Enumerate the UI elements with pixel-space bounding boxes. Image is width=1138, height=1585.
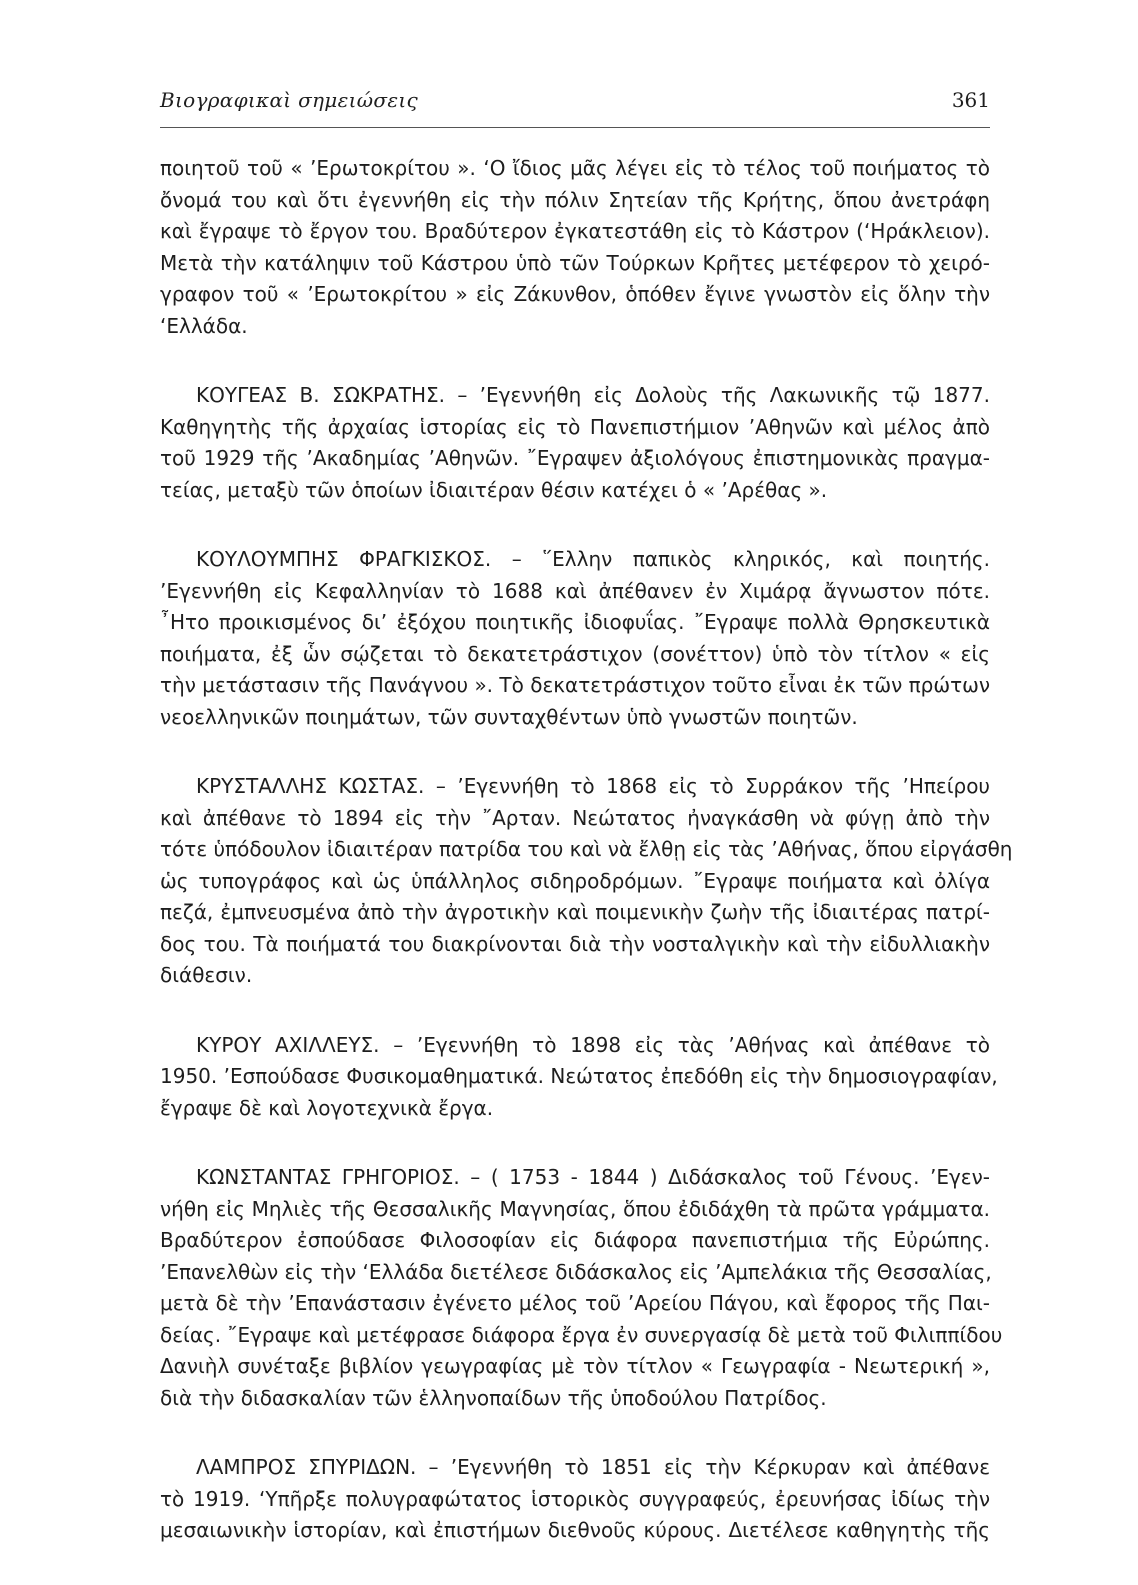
text-line: ὡς τυπογράφος καὶ ὡς ὑπάλληλος σιδηροδρόμων. ῎Εγραψε ποιήματα καὶ ὀλίγα [160,868,990,893]
text-line: τὴν μετάστασιν τῆς Πανάγνου ». Τὸ δεκατετράστιχον τοῦτο εἶναι ἐκ τῶν πρώτων [160,673,991,697]
text-line: καὶ ἀπέθανε τὸ 1894 εἰς τὴν ῎Αρταν. Νεώτατος ἠναγκάσθη νὰ φύγῃ ἀπὸ τὴν [160,805,990,830]
biography-entry [160,1030,998,1125]
text-line: ΚΥΡΟΥ ΑΧΙΛΛΕΥΣ. – ’Εγεννήθη τὸ 1898 εἰς τὰς ’Αθήνας καὶ ἀπέθανε τὸ [196,1032,990,1057]
text-line: μεσαιωνικὴν ἱστορίαν, καὶ ἐπιστήμων διεθνοῦς κύρους. Διετέλεσε καθηγητὴς τῆς [160,1518,990,1542]
text-line: τείας, μεταξὺ τῶν ὁποίων ἰδιαιτέραν θέσιν κατέχει ὁ « ’Αρέθας ». [160,477,828,502]
text-line: ’Επανελθὼν εἰς τὴν ‘Ελλάδα διετέλεσε διδάσκαλος εἰς ’Αμπελάκια τῆς Θεσσαλίας, [160,1259,992,1284]
text-line: ‘Ελλάδα. [160,313,248,338]
text-line: ΚΟΥΛΟΥΜΠΗΣ ΦΡΑΓΚΙΣΚΟΣ. – ῞Ελλην παπικὸς κληρικός, καὶ ποιητής. [196,547,990,571]
text-line: Βραδύτερον ἐσπούδασε Φιλοσοφίαν εἰς διάφορα πανεπιστήμια τῆς Εὐρώπης. [160,1228,990,1252]
text-line: ΚΟΥΓΕΑΣ Β. ΣΩΚΡΑΤΗΣ. – ’Εγεννήθη εἰς Δολοὺς τῆς Λακωνικῆς τῷ 1877. [196,383,990,407]
text-line: διὰ τὴν διδασκαλίαν τῶν ἑλληνοπαίδων τῆς ὑποδούλου Πατρίδος. [160,1385,827,1410]
biography-entry [160,153,990,342]
biography-entry [160,771,1013,992]
text-line: πεζά, ἐμπνευσμένα ἀπὸ τὴν ἀγροτικὴν καὶ ποιμενικὴν ζωὴν τῆς ἰδιαιτέρας πατρί- [160,900,990,924]
text-line: νήθη εἰς Μηλιὲς τῆς Θεσσαλικῆς Μαγνησίας, ὅπου ἐδιδάχθη τὰ πρῶτα γράμματα. [160,1196,990,1221]
biography-entry [160,544,990,733]
text-line: διάθεσιν. [160,963,253,987]
text-line: Καθηγητὴς τῆς ἀρχαίας ἱστορίας εἰς τὸ Πανεπιστήμιον ’Αθηνῶν καὶ μέλος ἀπὸ [160,414,990,439]
text-line: Δανιὴλ συνέταξε βιβλίον γεωγραφίας μὲ τὸν τίτλον « Γεωγραφία - Νεωτερική », [160,1354,990,1378]
text-line: νεοελληνικῶν ποιημάτων, τῶν συνταχθέντων ὑπὸ γνωστῶν ποιητῶν. [160,704,858,729]
text-line: δείας. ῎Εγραψε καὶ μετέφρασε διάφορα ἔργα ἐν συνεργασίᾳ δὲ μετὰ τοῦ Φιλιππίδου [160,1322,1003,1347]
text-line: τοῦ 1929 τῆς ’Ακαδημίας ’Αθηνῶν. ῎Εγραψεν ἀξιολόγους ἐπιστημονικὰς πραγμα- [160,446,990,470]
text-line: ὄνομά του καὶ ὅτι ἐγεννήθη εἰς τὴν πόλιν Σητείαν τῆς Κρήτης, ὅπου ἀνετράφη [160,187,990,212]
text-line: ’Εγεννήθη εἰς Κεφαλληνίαν τὸ 1688 καὶ ἀπέθανεν ἐν Χιμάρᾳ ἄγνωστον πότε. [160,578,990,603]
biography-entry [160,1452,990,1547]
biography-entry [160,380,990,506]
page-number: 361 [951,88,990,112]
text-line: Μετὰ τὴν κατάληψιν τοῦ Κάστρου ὑπὸ τῶν Τούρκων Κρῆτες μετέφερον τὸ χειρό- [160,250,990,275]
text-line: ποιήματα, ἐξ ὧν σῴζεται τὸ δεκατετράστιχον (σονέττον) ὑπὸ τὸν τίτλον « εἰς [160,641,990,666]
text-line: ῏Ητο προικισμένος δι’ ἐξόχου ποιητικῆς ἰδιοφυΐας. ῎Εγραψε πολλὰ Θρησκευτικὰ [160,610,990,634]
text-line: ἔγραψε δὲ καὶ λογοτεχνικὰ ἔργα. [160,1095,494,1120]
header-rule [160,127,990,128]
text-line: δος του. Τὰ ποιήματά του διακρίνονται διὰ τὴν νοσταλγικὴν καὶ τὴν εἰδυλλιακὴν [160,931,990,956]
text-line: ΚΩΝΣΤΑΝΤΑΣ ΓΡΗΓΟΡΙΟΣ. – ( 1753 - 1844 ) Διδάσκαλος τοῦ Γένους. ’Εγεν- [196,1165,990,1189]
text-line: ΚΡΥΣΤΑΛΛΗΣ ΚΩΣΤΑΣ. – ’Εγεννήθη τὸ 1868 εἰς τὸ Συρράκον τῆς ’Ηπείρου [196,774,990,798]
biography-entry [160,1162,1003,1414]
body-text [160,153,1013,1585]
running-head: Βιογραφικαὶ σημειώσεις [160,88,419,112]
text-line: ποιητοῦ τοῦ « ’Ερωτοκρίτου ». ‘Ο ἴδιος μᾶς λέγει εἰς τὸ τέλος τοῦ ποιήματος τὸ [160,156,990,180]
page-header [160,88,990,128]
text-line: ΛΑΜΠΡΟΣ ΣΠΥΡΙΔΩΝ. – ’Εγεννήθη τὸ 1851 εἰς τὴν Κέρκυραν καὶ ἀπέθανε [196,1455,990,1479]
text-line: καὶ ἔγραψε τὸ ἔργον του. Βραδύτερον ἐγκατεστάθη εἰς τὸ Κάστρον (‘Ηράκλειον). [160,219,990,243]
text-line: τότε ὑπόδουλον ἰδιαιτέραν πατρίδα του καὶ νὰ ἔλθῃ εἰς τὰς ’Αθήνας, ὅπου εἰργάσθη [160,837,1013,861]
text-line: γραφον τοῦ « ’Ερωτοκρίτου » εἰς Ζάκυνθον, ὁπόθεν ἔγινε γνωστὸν εἰς ὅλην τὴν [160,282,990,306]
text-line: 1950. ’Εσπούδασε Φυσικομαθηματικά. Νεώτατος ἐπεδόθη εἰς τὴν δημοσιογραφίαν, [160,1064,998,1088]
text-line: μετὰ δὲ τὴν ’Επανάστασιν ἐγένετο μέλος τοῦ ’Αρείου Πάγου, καὶ ἔφορος τῆς Παι- [160,1291,990,1315]
text-line: τὸ 1919. ‘Υπῆρξε πολυγραφώτατος ἱστορικὸς συγγραφεύς, ἐρευνήσας ἰδίως τὴν [160,1486,990,1511]
